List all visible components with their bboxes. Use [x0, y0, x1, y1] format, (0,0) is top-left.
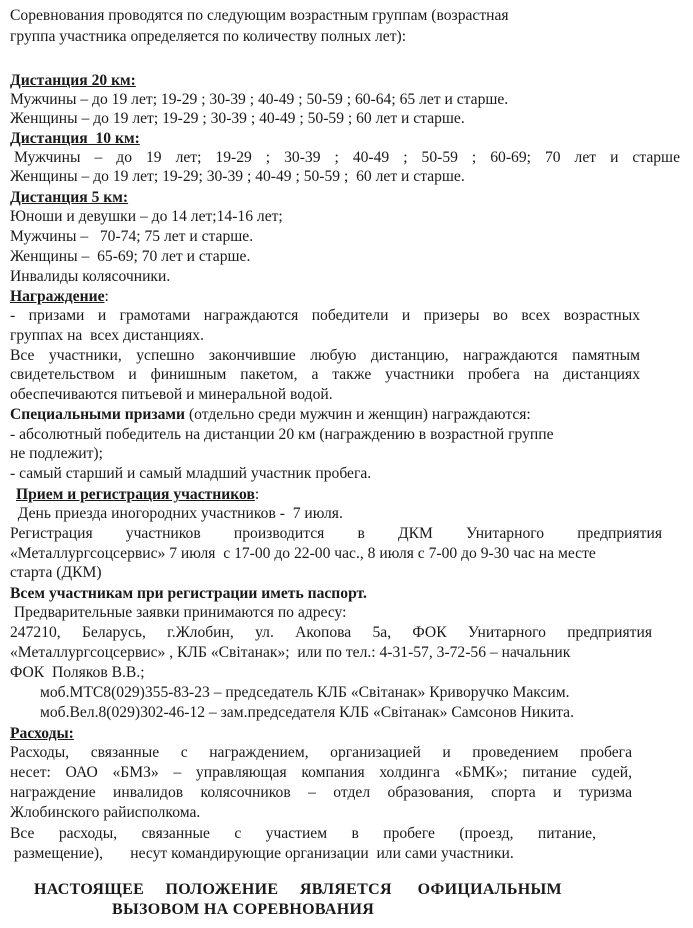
registration-phone-mts: моб.МТС8(029)355-83-23 – председатель КЛБ «Світанак» Криворучко Максим.: [40, 684, 570, 701]
distance-10km-men: Мужчины – до 19 лет; 19-29 ; 30-39 ; 40-49 ; 50-59 ; 60-69; 70 лет и старше: [14, 149, 680, 166]
official-statement-line2: ВЫЗОВОМ НА СОРЕВНОВАНИЯ: [112, 901, 375, 918]
award-para2-line2: свидетельством и финишным пакетом, а также участники пробега на дистанциях: [10, 366, 640, 383]
expenses-line6: размещение), несут командирующие организации или сами участники.: [10, 845, 514, 862]
registration-address-line1: 247210, Беларусь, г.Жлобин, ул. Акопова 5а, ФОК Унитарного предприятия: [10, 624, 652, 641]
registration-heading-colon: :: [254, 486, 260, 503]
special-prizes-line3: не подлежит);: [10, 445, 103, 462]
special-prizes-line4: - самый старший и самый младший участник пробега.: [10, 465, 372, 482]
registration-address-line2: «Металлургсоцсервис» , КЛБ «Світанак»; или по тел.: 4-31-57, 3-72-56 – начальник: [10, 644, 571, 661]
registration-phone-vel: моб.Вел.8(029)302-46-12 – зам.председателя КЛБ «Світанак» Самсонов Никита.: [40, 704, 574, 721]
award-heading: [10, 287, 109, 307]
distance-5km-youth: Юноши и девушки – до 14 лет;14-16 лет;: [10, 208, 283, 225]
special-prizes-line1: [10, 405, 531, 425]
intro-line-2: группа участника определяется по количеству полных лет):: [10, 28, 407, 45]
special-prizes-bold: Специальными призами: [10, 406, 186, 423]
registration-line6: Предварительные заявки принимаются по адресу:: [10, 604, 347, 621]
expenses-line2: несет: ОАО «БМЗ» – управляющая компания холдинга «БМК»; питание судей,: [10, 764, 632, 781]
registration-line4: старта (ДКМ): [10, 564, 102, 581]
award-para1-line1: - призами и грамотами награждаются победители и призеры во всех возрастных: [10, 307, 640, 324]
distance-20km-heading: Дистанция 20 км:: [10, 72, 136, 89]
registration-line3: «Металлургсоцсервис» 7 июля с 17-00 до 22-00 час., 8 июля с 7-00 до 9-30 час на месте: [10, 545, 596, 562]
registration-line2: Регистрация участников производится в ДКМ Унитарного предприятия: [10, 525, 662, 542]
award-para1-line2: группах на всех дистанциях.: [10, 327, 204, 344]
distance-20km-men: Мужчины – до 19 лет; 19-29 ; 30-39 ; 40-49 ; 50-59 ; 60-64; 65 лет и старше.: [10, 91, 509, 108]
intro-line-1: Соревнования проводятся по следующим возрастным группам (возрастная: [10, 7, 509, 24]
expenses-line1: Расходы, связанные с награждением, организацией и проведением пробега: [10, 744, 632, 761]
expenses-heading: Расходы:: [10, 725, 74, 742]
distance-5km-women: Женщины – 65-69; 70 лет и старше.: [10, 248, 251, 265]
distance-5km-heading: Дистанция 5 км:: [10, 189, 129, 206]
special-prizes-rest: (отдельно среди мужчин и женщин) награждаются:: [185, 406, 531, 423]
registration-passport-notice: Всем участникам при регистрации иметь паспорт.: [10, 585, 367, 602]
award-para2-line3: обеспечиваются питьевой и минеральной водой.: [10, 386, 333, 403]
distance-20km-women: Женщины – до 19 лет; 19-29 ; 30-39 ; 40-49 ; 50-59 ; 60 лет и старше.: [10, 110, 465, 127]
expenses-line3: награждение инвалидов колясочников – отдел образования, спорта и туризма: [10, 784, 632, 801]
registration-heading: [16, 485, 259, 505]
registration-heading-text: Прием и регистрация участников: [16, 486, 255, 503]
expenses-line4: Жлобинского райисполкома.: [10, 804, 201, 821]
distance-10km-women: Женщины – до 19 лет; 19-29; 30-39 ; 40-49 ; 50-59 ; 60 лет и старше.: [10, 168, 465, 185]
distance-5km-wheelchair: Инвалиды колясочники.: [10, 268, 171, 285]
award-heading-colon: :: [104, 288, 109, 305]
distance-5km-men: Мужчины – 70-74; 75 лет и старше.: [10, 228, 254, 245]
registration-line1: День приезда иногородних участников - 7 июля.: [10, 505, 343, 522]
distance-10km-heading: Дистанция 10 км:: [10, 130, 140, 147]
award-heading-text: Награждение: [10, 288, 105, 305]
registration-address-line3: ФОК Поляков В.В.;: [10, 664, 145, 681]
official-statement-line1: НАСТОЯЩЕЕ ПОЛОЖЕНИЕ ЯВЛЯЕТСЯ ОФИЦИАЛЬНЫМ: [34, 881, 562, 898]
special-prizes-line2: - абсолютный победитель на дистанции 20 км (награждению в возрастной группе: [10, 426, 554, 443]
expenses-line5: Все расходы, связанные с участием в пробеге (проезд, питание,: [10, 825, 596, 842]
award-para2-line1: Все участники, успешно закончившие любую дистанцию, награждаются памятным: [10, 347, 640, 364]
